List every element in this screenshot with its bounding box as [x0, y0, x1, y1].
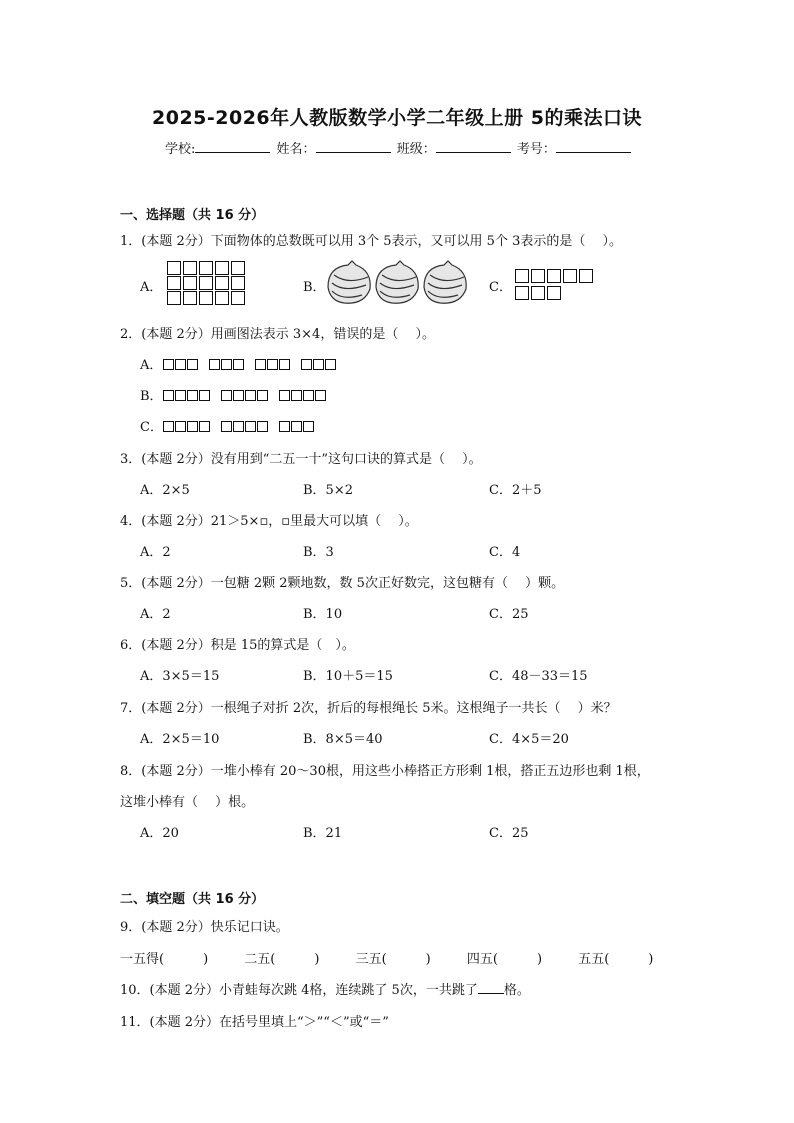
school-label: 学校: [165, 142, 196, 157]
q9-formula-row [120, 948, 685, 967]
question-2-stem: 2．(本题 2分）用画图法表示 3×4，错误的是（ ）。 [120, 327, 435, 342]
question-8-stem-line2: 这堆小棒有（ ）根。 [120, 795, 255, 810]
banana-bunch-icon [424, 261, 466, 303]
q5-option-c[interactable]: C．25 [489, 607, 529, 622]
section-fill-heading: 二、填空题（共 16 分） [120, 892, 265, 907]
q10-stem-end: 格。 [503, 983, 530, 998]
class-blank[interactable] [436, 139, 511, 153]
class-label: 班级： [396, 142, 436, 157]
q2-option-c-label[interactable]: C． [140, 420, 163, 435]
name-label: 姓名： [276, 142, 316, 157]
q2-option-b-squares [163, 386, 337, 405]
school-blank[interactable] [195, 139, 270, 153]
q1-option-b-bananas [322, 257, 472, 309]
question-10-stem [120, 979, 530, 998]
q8-option-b[interactable]: B．21 [303, 826, 343, 841]
section-choice-heading: 一、选择题（共 16 分） [120, 208, 265, 223]
q4-option-b[interactable]: B．3 [303, 545, 334, 560]
q3-option-b[interactable]: B．5×2 [303, 483, 353, 498]
q5-option-b[interactable]: B．10 [303, 607, 343, 622]
question-11-stem: 11．(本题 2分）在括号里填上“＞”“＜”或“＝” [120, 1015, 389, 1030]
q2-option-b-label[interactable]: B． [140, 389, 163, 404]
q4-option-c[interactable]: C．4 [489, 545, 521, 560]
q1-option-b-label[interactable]: B． [303, 280, 326, 295]
name-blank[interactable] [316, 139, 391, 153]
q2-option-a-squares [163, 355, 347, 374]
q10-stem-text: 10．(本题 2分）小青蛙每次跳 4格，连续跳了 5次，一共跳了 [120, 983, 478, 998]
student-info-line [165, 138, 633, 157]
q6-option-b[interactable]: B．10＋5＝15 [303, 669, 393, 684]
q7-option-b[interactable]: B．8×5＝40 [303, 732, 383, 747]
q9-formula-item[interactable]: 四五( ) [466, 952, 543, 967]
q1-option-c-label[interactable]: C． [489, 280, 512, 295]
q9-formula-item[interactable]: 一五得( ) [120, 952, 209, 967]
number-blank[interactable] [556, 139, 631, 153]
question-1-stem: 1．(本题 2分）下面物体的总数既可以用 3个 5表示，又可以用 5个 3表示的是（ ）。 [120, 234, 622, 249]
q10-answer-blank[interactable] [478, 981, 504, 994]
q5-option-a[interactable]: A．2 [140, 607, 171, 622]
q3-option-c[interactable]: C．2＋5 [489, 483, 542, 498]
q8-option-c[interactable]: C．25 [489, 826, 529, 841]
question-6-stem: 6．(本题 2分）积是 15的算式是（ ）。 [120, 638, 355, 653]
q9-formula-item[interactable]: 二五( ) [244, 952, 320, 967]
q2-option-c-squares [163, 417, 325, 436]
q9-formula-item[interactable]: 五五( ) [578, 952, 654, 967]
q4-option-a[interactable]: A．2 [140, 545, 171, 560]
question-4-stem: 4．(本题 2分）21＞5×▫，▫里最大可以填（ ）。 [120, 514, 418, 529]
number-label: 考号： [516, 142, 556, 157]
q6-option-a[interactable]: A．3×5＝15 [140, 669, 220, 684]
question-9-stem: 9．(本题 2分）快乐记口诀。 [120, 920, 289, 935]
question-3-stem: 3．(本题 2分）没有用到“二五一十”这句口诀的算式是（ ）。 [120, 452, 482, 467]
q1-option-a-squares [167, 260, 247, 305]
q3-option-a[interactable]: A．2×5 [140, 483, 190, 498]
q9-formula-item[interactable]: 三五( ) [355, 952, 431, 967]
question-8-stem-line1: 8．(本题 2分）一堆小棒有 20～30根，用这些小棒搭正方形剩 1根，搭正五边形也剩 1根， [120, 764, 650, 779]
q7-option-a[interactable]: A．2×5＝10 [140, 732, 220, 747]
question-7-stem: 7．(本题 2分）一根绳子对折 2次，折后的每根绳长 5米。这根绳子一共长（ ）米？ [120, 701, 617, 716]
q6-option-c[interactable]: C．48－33＝15 [489, 669, 588, 684]
banana-bunch-icon [328, 261, 370, 303]
q1-option-a-label[interactable]: A． [140, 280, 163, 295]
question-5-stem: 5．(本题 2分）一包糖 2颗 2颗地数，数 5次正好数完，这包糖有（ ）颗。 [120, 576, 565, 591]
q7-option-c[interactable]: C．4×5＝20 [489, 732, 569, 747]
banana-bunch-icon [376, 261, 418, 303]
page-title: 2025-2026年人教版数学小学二年级上册 5的乘法口诀 [152, 107, 642, 129]
q8-option-a[interactable]: A．20 [140, 826, 179, 841]
q1-option-c-squares [515, 268, 595, 300]
q2-option-a-label[interactable]: A． [140, 358, 163, 373]
